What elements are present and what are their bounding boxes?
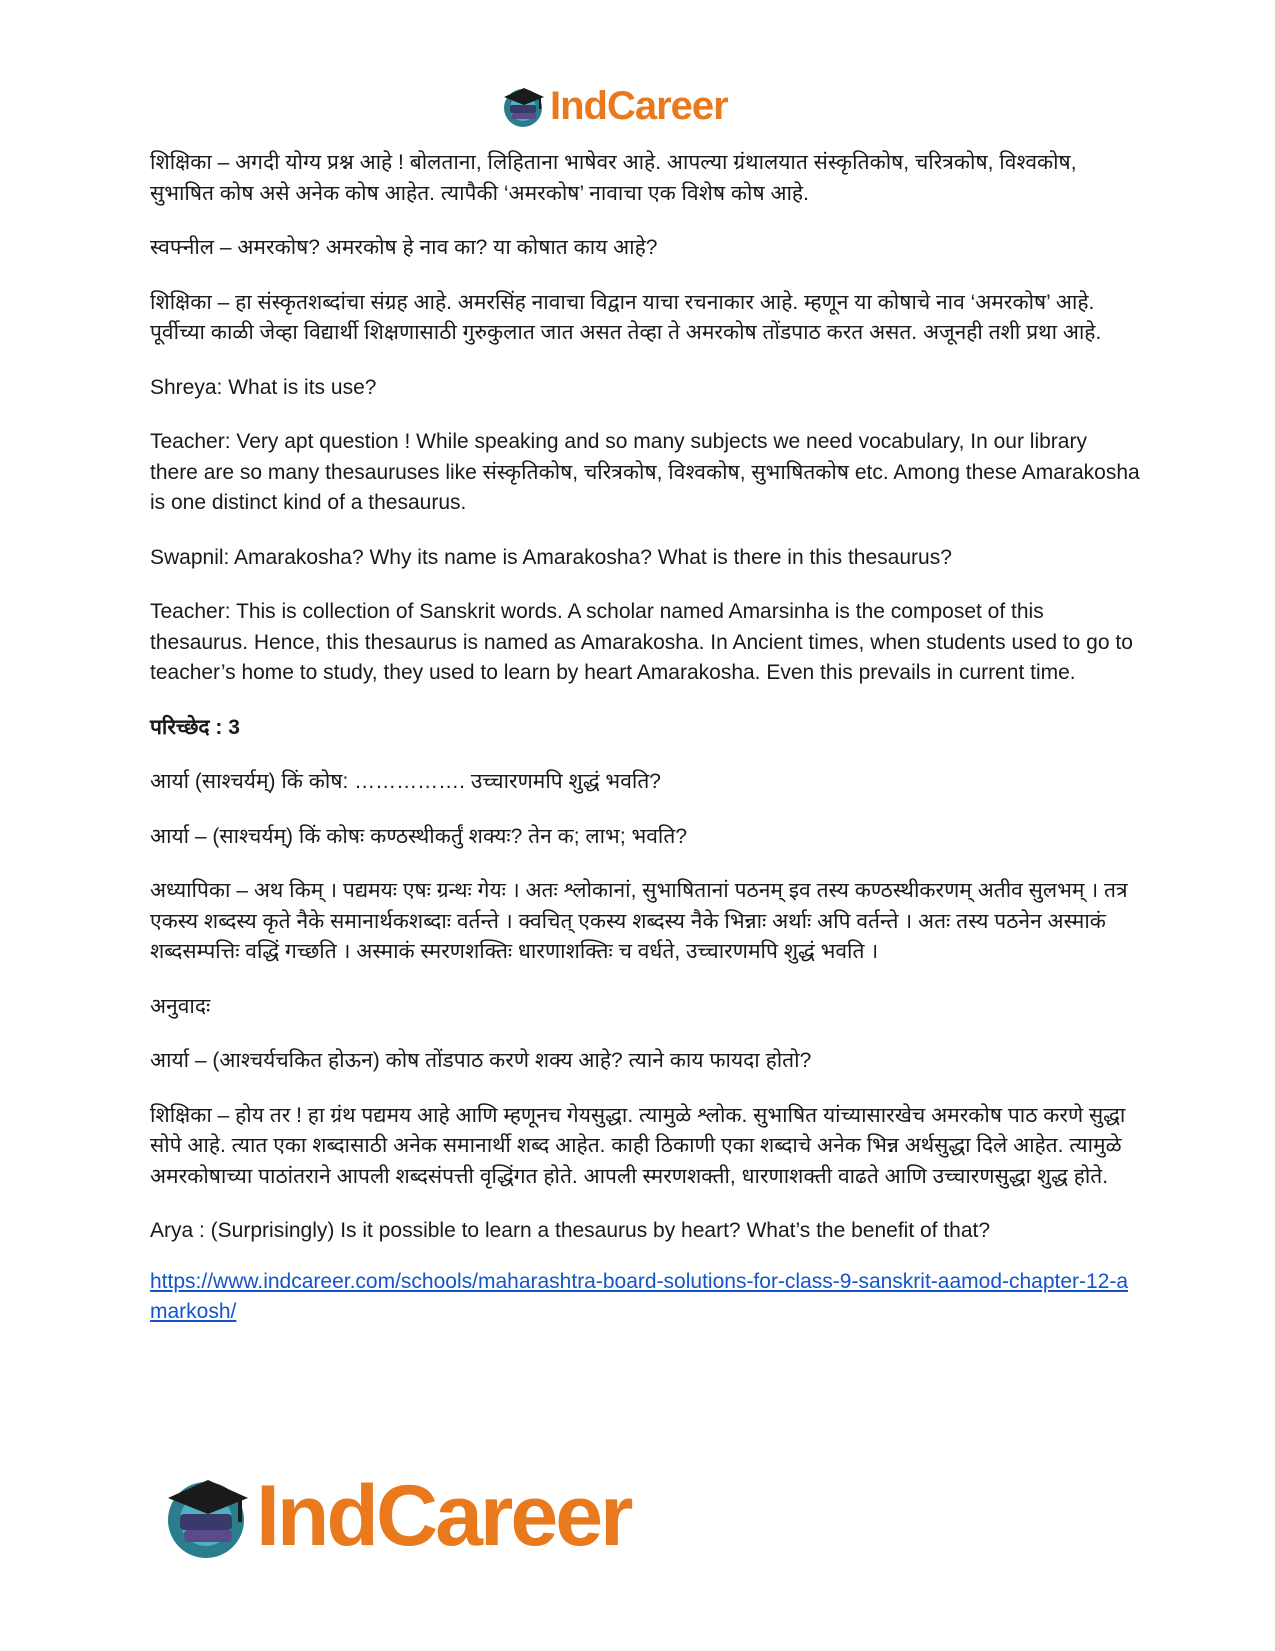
document-body: [150, 148, 1140, 1328]
graduation-cap-globe-icon: [160, 1470, 252, 1562]
graduation-cap-globe-icon: [500, 83, 546, 129]
source-link[interactable]: https://www.indcareer.com/schools/maharashtra-board-solutions-for-class-9-sanskrit-aamod-chapter-12-amarkosh/: [150, 1269, 1129, 1323]
header-logo-text: IndCareer: [550, 84, 728, 128]
paragraph: आर्या (साश्चर्यम्) किं कोष: ……………. उच्चारणमपि शुद्धं भवति?: [150, 770, 661, 793]
footer-logo-text: IndCareer: [256, 1468, 631, 1564]
paragraph: शिक्षिका – हा संस्कृतशब्दांचा संग्रह आहे. अमरसिंह नावाचा विद्वान याचा रचनाकार आहे. म्हणून या कोषाचे नाव ‘अमरकोष’ आहे. पूर्वीच्या काळी जेव्हा विद्यार्थी शिक्षणासाठी गुरुकुलात जात असत तेव्हा ते अमरकोष तोंडपाठ करत असत. अजूनही तशी प्रथा आहे.: [150, 290, 1102, 344]
paragraph: Teacher: Very apt question ! While speaking and so many subjects we need vocabulary, In our library there are so many thesauruses like संस्कृतिकोष, चरित्रकोष, विश्वकोष, सुभाषितकोष etc. Among these Amarakosha is one distinct kind of a thesaurus.: [150, 430, 1140, 514]
paragraph: Teacher: This is collection of Sanskrit words. A scholar named Amarsinha is the composet of this thesaurus. Hence, this thesaurus is named as Amarakosha. In Ancient times, when students used to go to teacher’s home to study, they used to learn by heart Amarakosha. Even this prevails in current time.: [150, 600, 1133, 684]
paragraph: आर्या – (साश्चर्यम्) किं कोषः कण्ठस्थीकर्तुं शक्यः? तेन क; लाभ; भवति?: [150, 824, 688, 848]
paragraph: आर्या – (आश्चर्यचकित होऊन) कोष तोंडपाठ करणे शक्य आहे? त्याने काय फायदा होतो?: [150, 1049, 812, 1072]
paragraph: शिक्षिका – होय तर ! हा ग्रंथ पद्यमय आहे आणि म्हणूनच गेयसुद्धा. त्यामुळे श्लोक. सुभाषित यांच्यासारखेच अमरकोष पाठ करणे सुद्धा सोपे आहे. त्यात एका शब्दासाठी अनेक समानार्थी शब्द आहेत. काही ठिकाणी एका शब्दाचे अनेक भिन्न अर्थसुद्धा दिले आहेत. त्यामुळे अमरकोषाच्या पाठांतराने आपली शब्दसंपत्ती वृद्धिंगत होते. आपली स्मरणशक्ती, धारणाशक्ती वाढते आणि उच्चारणसुद्धा शुद्ध होते.: [150, 1103, 1126, 1188]
paragraph: अनुवादः: [150, 994, 211, 1018]
paragraph: Arya : (Surprisingly) Is it possible to learn a thesaurus by heart? What’s the benefit of that?: [150, 1219, 991, 1242]
paragraph: शिक्षिका – अगदी योग्य प्रश्न आहे ! बोलताना, लिहिताना भाषेवर आहे. आपल्या ग्रंथालयात संस्कृतिकोष, चरित्रकोष, विश्वकोष, सुभाषित कोष असे अनेक कोष आहेत. त्यापैकी ‘अमरकोष’ नावाचा एक विशेष कोष आहे.: [150, 151, 1077, 205]
paragraph: Swapnil: Amarakosha? Why its name is Amarakosha? What is there in this thesaurus?: [150, 545, 952, 569]
paragraph: अध्यापिका – अथ किम् । पद्यमयः एषः ग्रन्थः गेयः । अतः श्लोकानां, सुभाषितानां पठनम् इव तस्य कण्ठस्थीकरणम् अतीव सुलभम् । तत्र एकस्य शब्दस्य कृते नैके समानार्थकशब्दाः वर्तन्ते । क्वचित् एकस्य शब्दस्य नैके भिन्नाः अर्थाः अपि वर्तन्ते । अतः तस्य पठनेन अस्माकं शब्दसम्पत्तिः वद्धिं गच्छति । अस्माकं स्मरणशक्तिः धारणाशक्तिः च वर्धते, उच्चारणमपि शुद्धं भवति ।: [150, 879, 1128, 963]
section-heading: परिच्छेद : 3: [150, 715, 240, 739]
paragraph: स्वफ्नील – अमरकोष? अमरकोष हे नाव का? या कोषात काय आहे?: [150, 236, 658, 259]
header-logo: [500, 80, 790, 132]
footer-logo: [160, 1468, 720, 1564]
paragraph: Shreya: What is its use?: [150, 375, 377, 399]
